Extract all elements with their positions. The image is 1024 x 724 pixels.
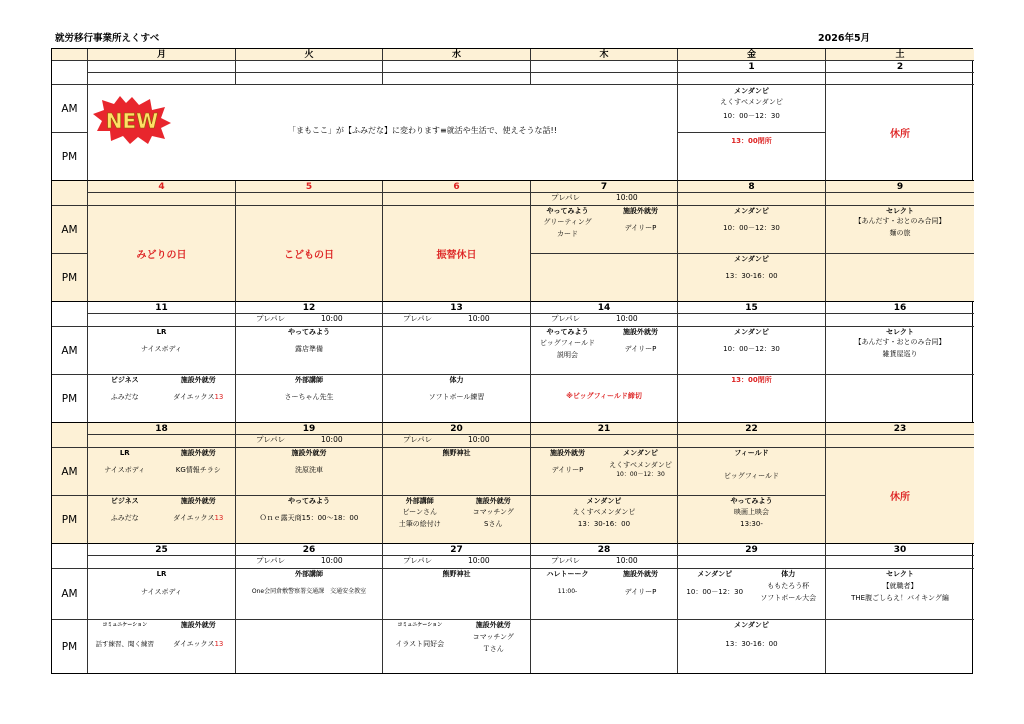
pre-time: 10:00	[468, 556, 490, 565]
event-detail: デイリーP	[551, 466, 584, 474]
event-title: ビジネス	[110, 376, 139, 384]
event-title: メンダンピ	[623, 449, 658, 457]
week1-mon-date	[88, 61, 236, 73]
event-detail	[162, 513, 236, 523]
week1-tue-pre	[236, 73, 383, 85]
week1-sat-closed: 休所	[826, 85, 974, 181]
pre-label: プレパレ	[256, 314, 286, 323]
event-sub: 【あんだす・おとのみ合同】	[854, 338, 946, 346]
week5-mon-date: 25	[88, 544, 236, 556]
week2-mon-pre	[88, 193, 236, 206]
week1-tue-date	[236, 61, 383, 73]
week5-mon-pm	[88, 620, 236, 673]
event-title: セレクト	[886, 570, 914, 578]
event-detail: THE腹ごしらえ！バイキング編	[851, 594, 949, 602]
week4-thu-pm	[531, 496, 678, 544]
week3-thu-am	[531, 327, 678, 375]
detail-number: 13	[214, 514, 224, 522]
fri-am-title: メンダンピ	[734, 87, 769, 95]
event-detail: さーちゃん先生	[284, 393, 334, 401]
event-title: やってみよう	[288, 497, 330, 505]
week3-thu-date: 14	[531, 302, 678, 314]
event-title: 施設外就労	[475, 497, 511, 505]
holiday-midori: みどりの日	[88, 206, 236, 302]
pre-label: プレパレ	[551, 556, 581, 565]
weekday-mon: 月	[88, 49, 236, 61]
event-detail: 説明会	[557, 351, 578, 359]
pre-time: 10:00	[616, 314, 638, 323]
week4-mon-pm	[88, 496, 236, 544]
week2-fri-pm	[678, 254, 826, 302]
event-title: メンダンピ	[586, 497, 622, 505]
event-detail: 露店準備	[295, 345, 323, 353]
event-detail: デイリーP	[624, 224, 657, 232]
event-title: やってみよう	[288, 328, 330, 336]
event-title: コミュニケーション	[397, 622, 443, 628]
week4-tue-am	[236, 448, 383, 496]
week5-am-label: AM	[52, 569, 88, 620]
week3-wed-pm	[383, 375, 531, 423]
event-detail: 土筆の絵付け	[398, 520, 441, 528]
week4-sat-date: 23	[826, 423, 974, 435]
event-detail: デイリーP	[624, 588, 657, 596]
event-title: メンダンピ	[734, 255, 769, 263]
event-detail: えくすべメンダンピ	[609, 461, 672, 469]
week5-thu-pre	[531, 556, 678, 569]
week2-sat-am	[826, 206, 974, 254]
week2-wed-date: 6	[383, 181, 531, 193]
event-detail: Ｏｎｅ露天商15：00～18：00	[259, 514, 359, 522]
event-title: 外部講師	[295, 570, 323, 578]
event-title: メンダンピ	[697, 570, 733, 578]
week1-sat-pre	[826, 73, 974, 85]
week5-sat-pre	[826, 556, 974, 569]
announcement-banner	[88, 85, 678, 181]
week4-thu-pre	[531, 435, 678, 448]
event-title: 施設外就労	[550, 449, 585, 457]
week3-am-label: AM	[52, 327, 88, 375]
event-time: 10：00－12：30	[686, 588, 744, 596]
event-detail: 映画上映会	[734, 508, 769, 516]
event-title: 熊野神社	[442, 449, 471, 457]
week4-wed-pm	[383, 496, 531, 544]
event-title: セレクト	[886, 328, 914, 336]
week3-thu-pre	[531, 314, 678, 327]
week5-thu-pm	[531, 620, 678, 673]
week1-mon-pre	[88, 73, 236, 85]
event-detail: 麺の旅	[889, 229, 911, 237]
week2-fri-am	[678, 206, 826, 254]
week3-wed-am	[383, 327, 531, 375]
week1-date-label	[52, 61, 88, 85]
week1-fri-pm	[678, 133, 826, 181]
week5-sat-pm	[826, 620, 974, 673]
holiday-kodomo: こどもの日	[236, 206, 383, 302]
detail-number: 13	[214, 640, 224, 648]
detail-main: ダイエックス	[173, 514, 215, 522]
event-time: 13：30-16：00	[577, 520, 631, 528]
event-sub: 【あんだす・おとのみ合同】	[854, 217, 946, 225]
event-title: やってみよう	[546, 328, 589, 336]
pre-time: 10:00	[321, 314, 343, 323]
event-time: 13：30-16：00	[725, 272, 778, 280]
week3-fri-pm	[678, 375, 826, 423]
week1-thu-pre	[531, 73, 678, 85]
detail-main: ダイエックス	[173, 393, 215, 401]
pre-time: 10:00	[616, 193, 638, 202]
event-title: ビジネス	[110, 497, 139, 505]
event-detail: ビッグフィールド	[539, 339, 596, 347]
week2-thu-date: 7	[531, 181, 678, 193]
week3-thu-pm	[531, 375, 678, 423]
event-time: 13：30-16：00	[725, 640, 778, 648]
event-detail: Ｔさん	[482, 645, 504, 653]
week4-sat-closed: 休所	[826, 448, 974, 544]
week2-pm-label: PM	[52, 254, 88, 302]
week3-wed-date: 13	[383, 302, 531, 314]
pre-label: プレパレ	[403, 556, 433, 565]
weekday-sat: 土	[826, 49, 974, 61]
event-detail: 話す練習、聞く練習	[95, 640, 154, 648]
week5-tue-pre	[236, 556, 383, 569]
event-detail: カード	[557, 230, 578, 238]
week3-tue-am	[236, 327, 383, 375]
deadline-notice: ※ビッグフィールド締切	[566, 392, 642, 400]
event-title: ハレトーーク	[546, 570, 589, 578]
week5-fri-pre	[678, 556, 826, 569]
detail-main: ダイエックス	[173, 640, 215, 648]
event-title: 熊野神社	[442, 570, 471, 578]
week1-fri-am	[678, 85, 826, 133]
event-title: メンダンピ	[734, 207, 769, 215]
week4-fri-pm	[678, 496, 826, 544]
week3-sat-am	[826, 327, 974, 375]
week3-date-label	[52, 302, 88, 327]
event-title: 施設外就労	[475, 621, 511, 629]
week3-mon-date: 11	[88, 302, 236, 314]
pre-time: 10:00	[321, 556, 343, 565]
week2-sat-pm	[826, 254, 974, 302]
event-detail: ふみだな	[110, 393, 139, 401]
week1-fri-pre	[678, 73, 826, 85]
week5-tue-date: 26	[236, 544, 383, 556]
event-title: 施設外就労	[180, 376, 216, 384]
week5-wed-pre	[383, 556, 531, 569]
week4-wed-date: 20	[383, 423, 531, 435]
event-title: 施設外就労	[180, 497, 216, 505]
week5-pm-label: PM	[52, 620, 88, 673]
pre-time: 10:00	[468, 314, 490, 323]
event-detail: ナイスボディ	[141, 588, 182, 596]
event-title: 体力	[781, 570, 796, 578]
week1-sat-date: 2	[826, 61, 974, 73]
week5-wed-pm	[383, 620, 531, 673]
header-corner	[52, 49, 88, 61]
week4-sat-pre	[826, 435, 974, 448]
event-time: 13:30-	[740, 520, 763, 528]
week4-pm-label: PM	[52, 496, 88, 544]
event-detail: One会同倉敷警察署交通課 交通安全教室	[251, 588, 367, 595]
week1-wed-pre	[383, 73, 531, 85]
event-detail: えくすべメンダンピ	[572, 508, 636, 516]
event-title: 施設外就労	[623, 328, 658, 336]
week3-pm-label: PM	[52, 375, 88, 423]
event-sub: 【就職者】	[882, 582, 918, 590]
event-detail: イラスト同好会	[395, 640, 445, 648]
weekday-tue: 火	[236, 49, 383, 61]
week5-wed-am	[383, 569, 531, 620]
event-title: 施設外就労	[180, 449, 216, 457]
week3-fri-am	[678, 327, 826, 375]
pre-label: プレパレ	[256, 556, 286, 565]
event-title: 施設外就労	[180, 621, 216, 629]
week3-sat-pm	[826, 375, 974, 423]
event-time: 11:00-	[557, 588, 578, 595]
week1-wed-date	[383, 61, 531, 73]
event-detail: ももたろう杯	[767, 582, 810, 590]
week5-sat-date: 30	[826, 544, 974, 556]
week2-thu-pm	[531, 254, 678, 302]
holiday-furikae: 振替休日	[383, 206, 531, 302]
event-detail	[162, 392, 236, 402]
fri-am-place: えくすべメンダンピ	[720, 98, 783, 106]
week5-tue-pm	[236, 620, 383, 673]
week3-sat-date: 16	[826, 302, 974, 314]
week2-thu-pre	[531, 193, 678, 206]
event-detail: 雑貨屋巡り	[882, 350, 918, 358]
week5-date-label	[52, 544, 88, 569]
week4-fri-am	[678, 448, 826, 496]
week4-mon-date: 18	[88, 423, 236, 435]
week3-wed-pre	[383, 314, 531, 327]
weekday-thu: 木	[531, 49, 678, 61]
week4-mon-pre	[88, 435, 236, 448]
event-detail: 洗原洗車	[295, 466, 323, 474]
pre-label: プレパレ	[551, 314, 581, 323]
week2-fri-pre	[678, 193, 826, 206]
event-detail: グリーティング	[543, 218, 592, 226]
pre-label: プレパレ	[403, 314, 433, 323]
week2-wed-pre	[383, 193, 531, 206]
pre-label: プレパレ	[551, 193, 581, 202]
event-title: 施設外就労	[623, 207, 658, 215]
week4-date-label	[52, 423, 88, 448]
week5-thu-date: 28	[531, 544, 678, 556]
event-detail: ソフトボール練習	[428, 393, 485, 401]
week5-mon-am	[88, 569, 236, 620]
event-title: 外部講師	[405, 497, 434, 505]
monthly-calendar	[51, 48, 973, 674]
pre-time: 10:00	[321, 435, 343, 444]
event-title: LR	[119, 449, 130, 457]
weekday-fri: 金	[678, 49, 826, 61]
week1-fri-date: 1	[678, 61, 826, 73]
event-title: やってみよう	[546, 207, 589, 215]
week2-sat-date: 9	[826, 181, 974, 193]
week2-mon-date: 4	[88, 181, 236, 193]
week2-date-label	[52, 181, 88, 206]
event-detail: KG情報チラシ	[175, 466, 221, 474]
week4-tue-pm	[236, 496, 383, 544]
event-title: LR	[156, 570, 167, 578]
week3-tue-date: 12	[236, 302, 383, 314]
pre-time: 10:00	[468, 435, 490, 444]
week3-mon-pm	[88, 375, 236, 423]
week4-am-label: AM	[52, 448, 88, 496]
week2-am-label: AM	[52, 206, 88, 254]
event-time: 10：00－12：30	[723, 224, 780, 232]
week1-pm-label: PM	[52, 133, 88, 181]
week4-wed-am	[383, 448, 531, 496]
event-detail: ソフトボール大会	[760, 594, 817, 602]
week5-fri-am	[678, 569, 826, 620]
week2-thu-am	[531, 206, 678, 254]
announcement-text: 「まもここ」が【ふみだな】に変わります≡就活や生活で、使えそうな話!!	[288, 126, 557, 135]
calendar-month: 2026年5月	[818, 33, 871, 44]
week1-am-label: AM	[52, 85, 88, 133]
event-title: メンダンピ	[734, 621, 769, 629]
week4-thu-date: 21	[531, 423, 678, 435]
week5-tue-am	[236, 569, 383, 620]
week5-sat-am	[826, 569, 974, 620]
fri-am-time: 10：00－12：30	[723, 112, 780, 120]
event-detail: ビッグフィールド	[723, 472, 780, 480]
event-title: 体力	[449, 376, 464, 384]
week3-sat-pre	[826, 314, 974, 327]
week5-fri-date: 29	[678, 544, 826, 556]
event-detail: ふみだな	[110, 514, 139, 522]
event-detail: ビーンさん	[402, 508, 438, 516]
week3-fri-date: 15	[678, 302, 826, 314]
week3-mon-pre	[88, 314, 236, 327]
week2-fri-date: 8	[678, 181, 826, 193]
week3-fri-pre	[678, 314, 826, 327]
event-detail: ナイスボディ	[141, 345, 182, 353]
week4-wed-pre	[383, 435, 531, 448]
event-title: LR	[156, 328, 167, 336]
week3-mon-am	[88, 327, 236, 375]
week2-sat-pre	[826, 193, 974, 206]
weekday-wed: 水	[383, 49, 531, 61]
event-title: 外部講師	[295, 376, 323, 384]
event-time: 10：00－12：30	[723, 345, 780, 353]
week1-thu-date	[531, 61, 678, 73]
week2-tue-date: 5	[236, 181, 383, 193]
week4-fri-date: 22	[678, 423, 826, 435]
event-title: やってみよう	[730, 497, 773, 505]
pre-time: 10:00	[616, 556, 638, 565]
event-title: コミュニケーション	[102, 622, 148, 628]
week4-tue-pre	[236, 435, 383, 448]
week3-tue-pm	[236, 375, 383, 423]
pre-label: プレパレ	[403, 435, 433, 444]
event-detail: ナイスボディ	[104, 466, 146, 474]
event-title: 施設外就労	[291, 449, 327, 457]
fri-pm-closing: 13：00閉所	[731, 376, 772, 384]
week5-wed-date: 27	[383, 544, 531, 556]
event-title: 施設外就労	[623, 570, 658, 578]
event-detail: コマッチング	[472, 508, 514, 516]
week5-mon-pre	[88, 556, 236, 569]
event-detail: コマッチング	[472, 633, 514, 641]
event-title: セレクト	[886, 207, 914, 215]
event-detail	[162, 639, 236, 649]
week5-fri-pm	[678, 620, 826, 673]
event-title: メンダンピ	[734, 328, 769, 336]
pre-label: プレパレ	[256, 435, 286, 444]
new-burst-icon	[92, 95, 172, 145]
organization-name: 就労移行事業所えくすべ	[55, 33, 160, 44]
week4-tue-date: 19	[236, 423, 383, 435]
event-detail: Sさん	[484, 520, 503, 528]
week5-thu-am	[531, 569, 678, 620]
new-badge-text: NEW	[105, 109, 159, 133]
week4-fri-pre	[678, 435, 826, 448]
week4-mon-am	[88, 448, 236, 496]
event-title: フィールド	[734, 449, 769, 457]
week2-tue-pre	[236, 193, 383, 206]
fri-pm-closing: 13：00閉所	[731, 137, 772, 145]
detail-number: 13	[214, 393, 224, 401]
event-detail: デイリーP	[624, 345, 657, 353]
week3-tue-pre	[236, 314, 383, 327]
event-time: 10：00－12：30	[616, 471, 665, 478]
week4-thu-am	[531, 448, 678, 496]
